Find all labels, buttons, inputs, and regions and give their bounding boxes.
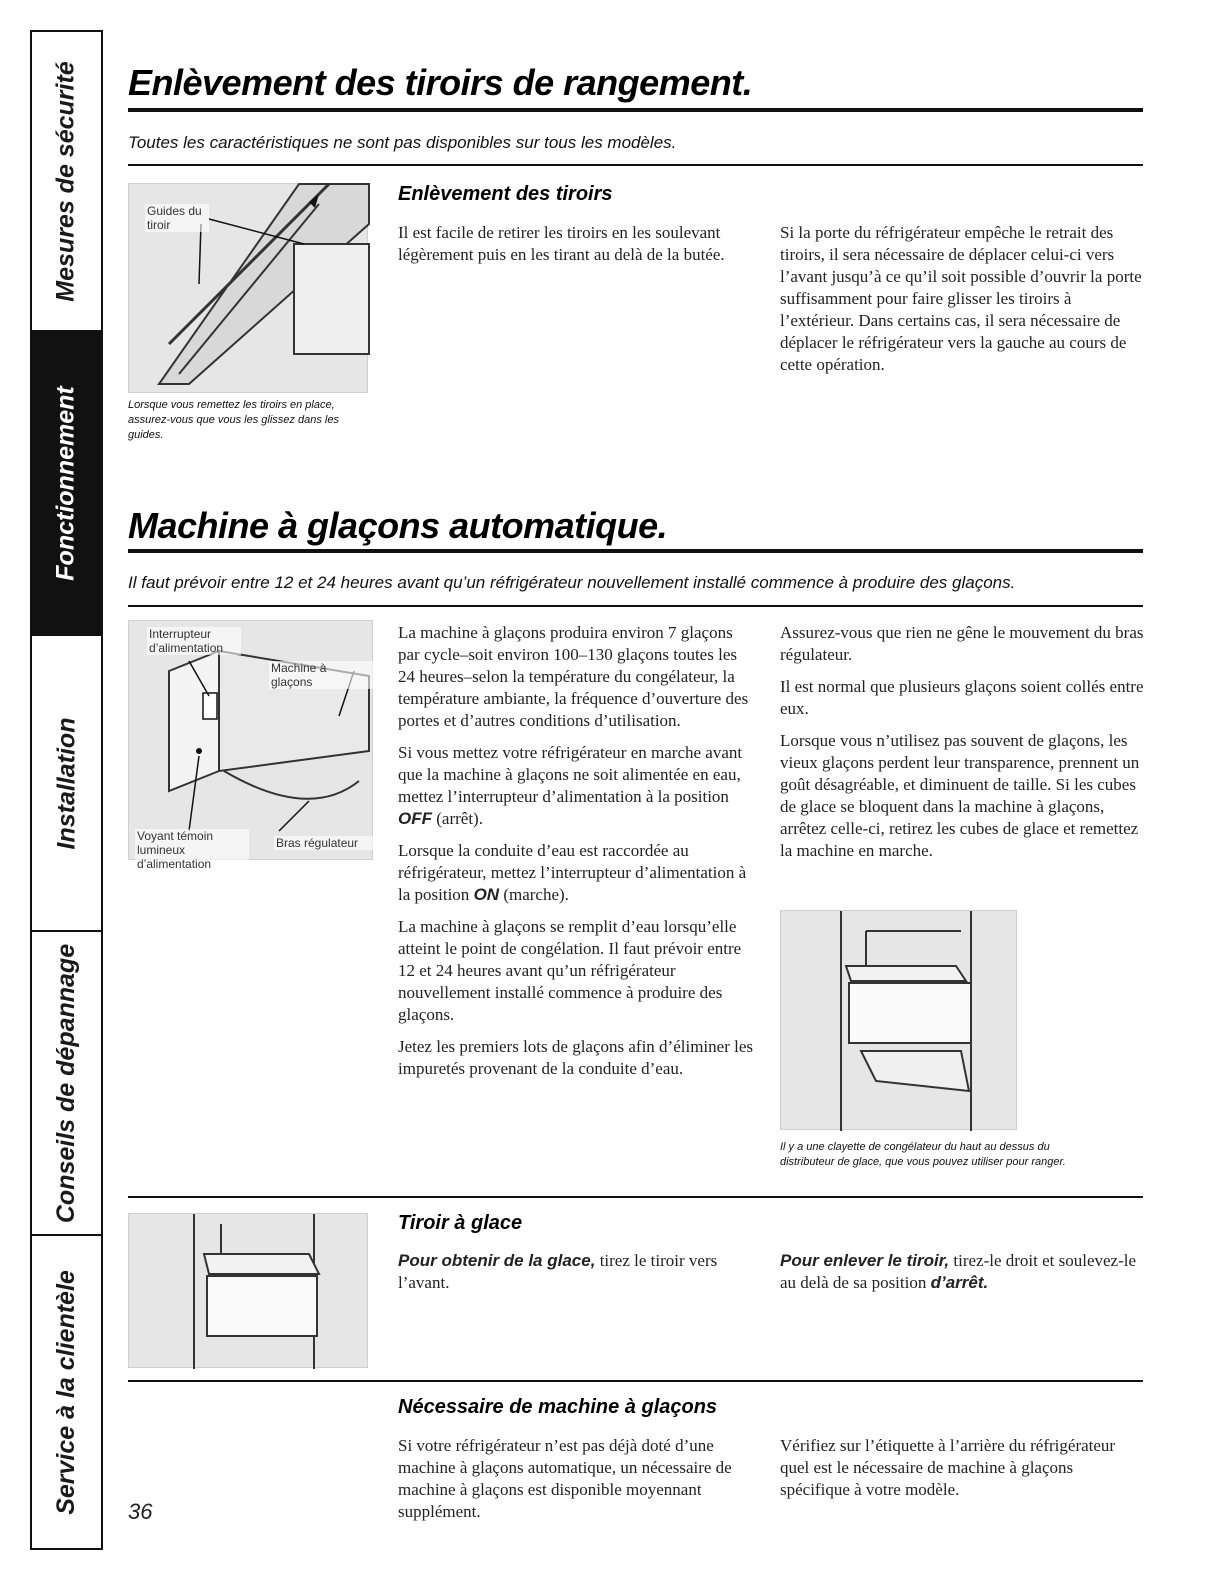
section3-heading: Tiroir à glace: [398, 1212, 523, 1234]
section4-heading: Nécessaire de machine à glaçons: [398, 1396, 718, 1418]
text: Lorsque la conduite d’eau est raccordée au réfrigérateur, mettez l’interrupteur d’alimentation à la position: [398, 841, 747, 904]
text: (marche).: [503, 885, 569, 904]
section3-rule: [128, 1196, 1143, 1198]
text: Si vous mettez votre réfrigérateur en marche avant que la machine à glaçons ne soit alimentée en eau, mettez l’interrupteur d’alimentation à la position: [398, 743, 743, 806]
section2-subrule: [128, 605, 1143, 607]
freezer-shelf-caption: Il y a une clayette de congélateur du haut au dessus du distributeur de glace, que vous pouvez utiliser pour ranger.: [780, 1141, 1066, 1168]
freezer-shelf-drawing: [781, 911, 1018, 1131]
paragraph: Il est normal que plusieurs glaçons soient collés entre eux.: [780, 677, 1144, 718]
paragraph: [398, 840, 758, 906]
paragraph: La machine à glaçons se remplit d’eau lorsqu’elle atteint le point de congélation. Il faut prévoir entre 12 et 24 heures avant qu’un réfrigérateur nouvellement installé commence à produire des glaçons.: [398, 917, 742, 1024]
section2-col2: [780, 622, 1145, 872]
section1-rule: [128, 108, 1143, 112]
feeler-arm-label: Bras régulateur: [274, 836, 373, 850]
ice-bin-figure: [128, 1213, 368, 1368]
text: tirez-le droit et soulevez-le au delà de sa position: [780, 1251, 1137, 1292]
section1-heading: Enlèvement des tiroirs: [398, 183, 613, 205]
section2-title: Machine à glaçons automatique.: [128, 505, 668, 546]
on-label: ON: [473, 885, 500, 904]
section1-col1: Il est facile de retirer les tiroirs en les soulevant légèrement puis en les tirant au delà de la butée.: [398, 223, 725, 264]
section2-subtitle: Il faut prévoir entre 12 et 24 heures avant qu’un réfrigérateur nouvellement installé commence à produire des glaçons.: [128, 573, 1016, 592]
section1-col2: Si la porte du réfrigérateur empêche le retrait des tiroirs, il sera nécessaire de déplacer celui-ci vers l’avant jusqu’à ce qu’il soit possible d’ouvrir la porte suffisamment pour faire glisser les tiroirs à l’extérieur. Dans certains cas, il sera nécessaire de déplacer le réfrigérateur vers la gauche au cours de cette opération.: [780, 223, 1142, 374]
ice-bin-drawing: [129, 1214, 369, 1369]
tab-label: Conseils de dépannage: [52, 943, 80, 1223]
section4-rule: [128, 1380, 1143, 1382]
emphasis: Pour obtenir de la glace,: [398, 1251, 596, 1270]
switch-label: Interrupteur d’alimentation: [147, 627, 241, 655]
drawer-guides-figure: [128, 183, 368, 393]
paragraph: La machine à glaçons produira environ 7 glaçons par cycle–soit environ 100–130 glaçons toutes les 24 heures–selon la température du congélateur, la température ambiante, la fréquence d’ouverture des portes et d’autres conditions d’utilisation.: [398, 623, 749, 730]
paragraph: [398, 742, 758, 830]
off-label: OFF: [398, 809, 432, 828]
page-number: 36: [128, 1499, 153, 1524]
power-light-label: Voyant témoin lumineux d’alimentation: [135, 829, 249, 871]
section2-rule: [128, 549, 1143, 553]
side-tabs: [30, 30, 103, 1550]
emphasis: Pour enlever le tiroir,: [780, 1251, 950, 1270]
tab-label: Service à la clientèle: [52, 1269, 81, 1515]
section1-subtitle: Toutes les caractéristiques ne sont pas disponibles sur tous les modèles.: [128, 133, 677, 152]
paragraph: Lorsque vous n’utilisez pas souvent de glaçons, les vieux glaçons perdent leur transparence, prennent un goût désagréable, et diminuent de taille. Si les cubes de glace se bloquent dans la machine à glaçons, arrêtez celle-ci, retirez les cubes de glace et remettez la machine en marche.: [780, 731, 1140, 860]
drawer-guides-caption: Lorsque vous remettez les tiroirs en place, assurez-vous que vous les glissez dans les guides.: [128, 399, 339, 441]
tab-mesures-de-securite[interactable]: [32, 32, 101, 332]
section4-col2: Vérifiez sur l’étiquette à l’arrière du réfrigérateur quel est le nécessaire de machine à glaçons spécifique à votre modèle.: [780, 1436, 1116, 1499]
icemaker-label: Machine à glaçons: [269, 661, 373, 689]
section1-subrule: [128, 164, 1143, 166]
tab-service-a-la-clientele[interactable]: [32, 1236, 101, 1548]
emphasis: d’arrêt.: [930, 1273, 989, 1292]
section2-col1: [398, 622, 758, 1090]
section4-col1: Si votre réfrigérateur n’est pas déjà doté d’une machine à glaçons automatique, un nécessaire de machine à glaçons est disponible moyennant supplément.: [398, 1436, 732, 1521]
text: (arrêt).: [436, 809, 483, 828]
section1-title: Enlèvement des tiroirs de rangement.: [128, 62, 753, 103]
tab-fonctionnement[interactable]: [32, 332, 101, 636]
tab-label: Mesures de sécurité: [52, 60, 80, 302]
tab-label: Fonctionnement: [52, 385, 80, 581]
paragraph: Assurez-vous que rien ne gêne le mouvement du bras régulateur.: [780, 623, 1144, 664]
tab-conseils-de-depannage[interactable]: [32, 932, 101, 1236]
icemaker-figure: [128, 620, 373, 871]
paragraph: Jetez les premiers lots de glaçons afin d’éliminer les impuretés provenant de la conduite d’eau.: [398, 1037, 753, 1078]
section3-col2: [780, 1250, 1145, 1294]
tab-label: Installation: [52, 717, 80, 849]
icemaker-drawing: [129, 621, 374, 861]
text: tirez le tiroir vers l’avant.: [398, 1251, 718, 1292]
freezer-shelf-figure: [780, 910, 1017, 1130]
section3-col1: [398, 1250, 748, 1294]
tab-installation[interactable]: [32, 636, 101, 932]
drawer-guides-label: Guides du tiroir: [145, 204, 209, 232]
